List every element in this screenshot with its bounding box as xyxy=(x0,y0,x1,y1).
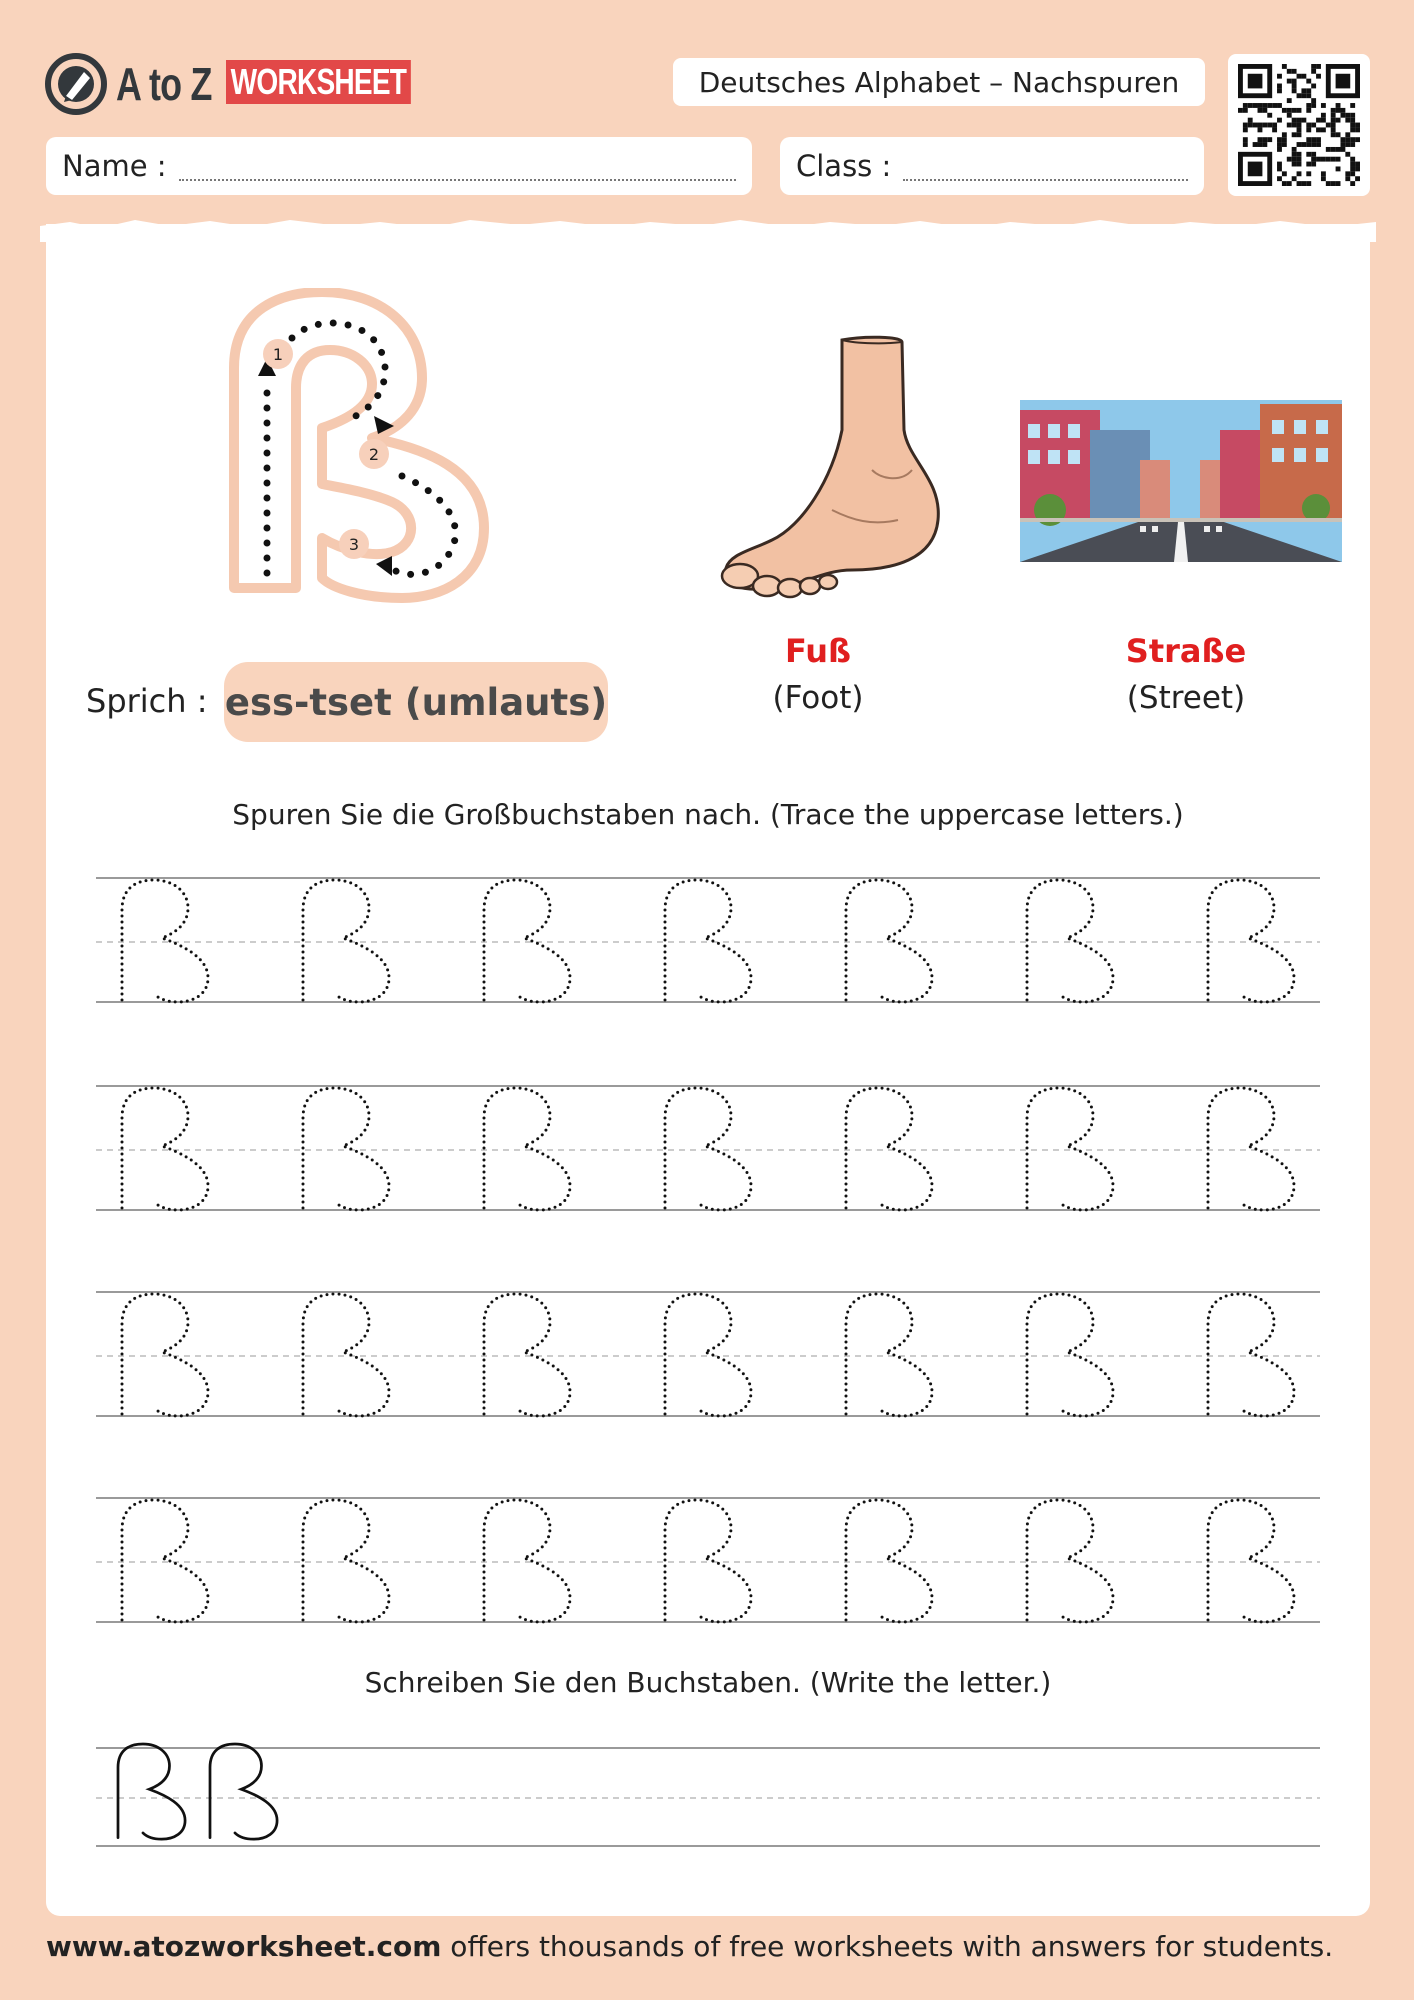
trace-letter[interactable] xyxy=(303,1294,389,1416)
trace-letter[interactable] xyxy=(303,1088,389,1210)
trace-letter[interactable] xyxy=(846,1294,932,1416)
trace-letter[interactable] xyxy=(122,880,208,1002)
trace-letter[interactable] xyxy=(303,880,389,1002)
street-image xyxy=(1020,400,1342,562)
pencil-logo-icon xyxy=(44,52,108,116)
trace-letter[interactable] xyxy=(122,1500,208,1622)
logo-badge: WORKSHEET xyxy=(226,60,411,104)
trace-letter[interactable] xyxy=(1208,880,1294,1002)
trace-letter[interactable] xyxy=(303,1500,389,1622)
example-word-1: Fuß xyxy=(784,632,852,670)
qr-code-icon xyxy=(1238,64,1360,186)
trace-letter[interactable] xyxy=(846,1088,932,1210)
trace-letter[interactable] xyxy=(1208,1294,1294,1416)
write-instruction: Schreiben Sie den Buchstaben. (Write the letter.) xyxy=(364,1666,1052,1699)
trace-letter[interactable] xyxy=(846,1500,932,1622)
trace-letter[interactable] xyxy=(122,1294,208,1416)
trace-letter[interactable] xyxy=(1027,1294,1113,1416)
trace-letter[interactable] xyxy=(122,1088,208,1210)
example-letter xyxy=(210,1744,277,1839)
example-letter xyxy=(118,1744,185,1839)
trace-instruction: Spuren Sie die Großbuchstaben nach. (Trace the uppercase letters.) xyxy=(232,798,1184,831)
foot-image xyxy=(712,330,952,610)
footer xyxy=(46,1930,1333,1963)
worksheet-title: Deutsches Alphabet – Nachspuren xyxy=(673,58,1205,106)
qr-code xyxy=(1228,54,1370,196)
trace-letter[interactable] xyxy=(1027,880,1113,1002)
trace-letter[interactable] xyxy=(484,880,570,1002)
footer-site-link[interactable]: www.atozworksheet.com xyxy=(46,1930,442,1963)
name-field[interactable] xyxy=(46,137,752,195)
name-line[interactable] xyxy=(179,179,736,181)
step-number-2: 2 xyxy=(368,445,380,464)
class-label: Class : xyxy=(796,149,892,183)
step-number-1: 1 xyxy=(272,345,284,364)
example-translation-1: (Foot) xyxy=(772,680,864,716)
logo xyxy=(44,50,407,118)
pronunciation-label: Sprich : xyxy=(86,682,208,720)
trace-letter[interactable] xyxy=(484,1500,570,1622)
writing-area[interactable] xyxy=(46,1736,1370,1856)
trace-letter[interactable] xyxy=(484,1088,570,1210)
trace-letter[interactable] xyxy=(665,1088,751,1210)
example-translation-2: (Street) xyxy=(1126,680,1246,716)
trace-letter[interactable] xyxy=(665,1294,751,1416)
trace-letter[interactable] xyxy=(1208,1088,1294,1210)
stroke-order-letter xyxy=(222,288,502,608)
footer-text: offers thousands of free worksheets with answers for students. xyxy=(441,1930,1334,1963)
logo-text: A to Z xyxy=(116,58,212,110)
example-word-2: Straße xyxy=(1125,632,1247,670)
step-number-3: 3 xyxy=(348,535,360,554)
name-label: Name : xyxy=(62,149,167,183)
trace-letter[interactable] xyxy=(1208,1500,1294,1622)
trace-letter[interactable] xyxy=(1027,1088,1113,1210)
class-line[interactable] xyxy=(903,179,1188,181)
trace-letter[interactable] xyxy=(665,880,751,1002)
class-field[interactable] xyxy=(780,137,1204,195)
pronunciation-pill: ess-tset (umlauts) xyxy=(224,662,608,742)
trace-letter[interactable] xyxy=(665,1500,751,1622)
trace-letter[interactable] xyxy=(484,1294,570,1416)
tracing-area[interactable] xyxy=(46,860,1370,1640)
trace-letter[interactable] xyxy=(1027,1500,1113,1622)
trace-letter[interactable] xyxy=(846,880,932,1002)
